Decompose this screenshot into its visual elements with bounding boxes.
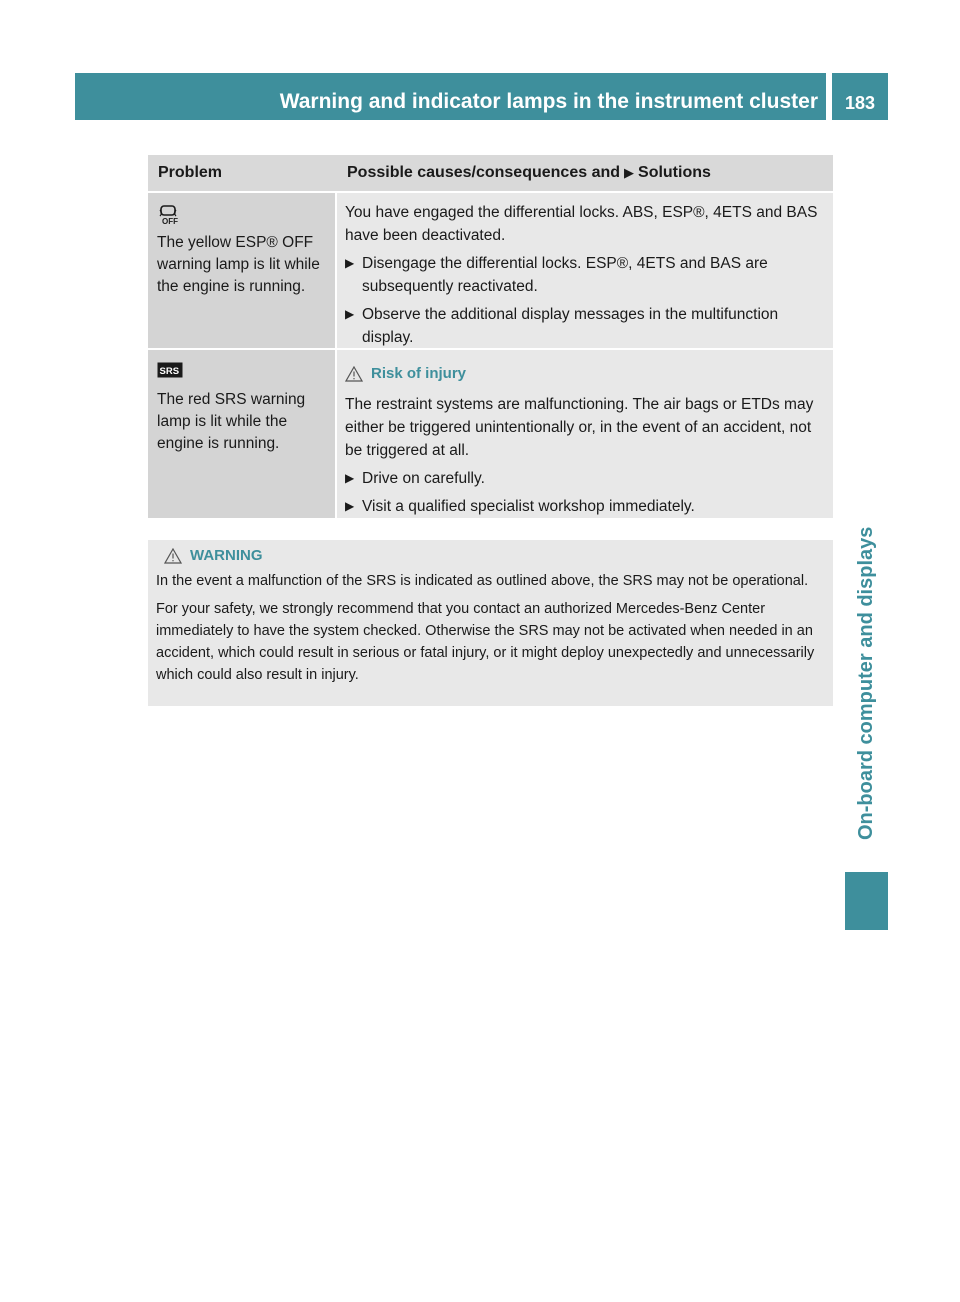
warning-triangle-icon	[164, 548, 182, 564]
svg-text:SRS: SRS	[159, 366, 180, 377]
risk-heading	[345, 362, 829, 385]
svg-text:OFF: OFF	[162, 217, 178, 225]
warning-paragraph: In the event a malfunction of the SRS is indicated as outlined above, the SRS may not be operational.	[156, 573, 809, 589]
risk-label: Risk of injury	[371, 365, 467, 382]
problem-cell	[148, 193, 335, 348]
section-side-tab	[845, 130, 888, 860]
step-arrow-icon: ▶	[345, 471, 355, 485]
table-row	[148, 193, 833, 348]
table-header-row	[148, 155, 833, 191]
page-number: 183	[844, 93, 876, 113]
column-header-causes-label: Possible causes/consequences and	[347, 164, 621, 181]
step-arrow-icon: ▶	[345, 499, 355, 513]
column-header-causes	[337, 155, 833, 191]
cause-text: You have engaged the differential locks. ABS, ESP®, 4ETS and BAS have been deactivated.	[345, 204, 818, 244]
side-tab-marker	[845, 872, 888, 930]
solution-step	[345, 467, 829, 490]
warning-paragraph: For your safety, we strongly recommend that you contact an authorized Mercedes-Benz Center immediately to have the system checked. Otherwise the SRS may not be activated when needed in an accident, which could result in serious or fatal injury, or it might deploy unexpectedly and unnecessarily which could also result in injury.	[156, 601, 815, 683]
step-arrow-icon: ▶	[345, 307, 355, 321]
warning-triangle-icon	[345, 366, 363, 382]
solution-step	[345, 252, 829, 298]
section-title: On-board computer and displays	[855, 526, 877, 840]
cause-text: The restraint systems are malfunctioning. The air bags or ETDs may either be triggered unintentionally or, in the event of an accident, not be triggered at all.	[345, 396, 814, 459]
step-text: Observe the additional display messages in the multifunction display.	[362, 306, 779, 346]
column-header-problem: Problem	[158, 164, 223, 181]
cause-cell	[337, 350, 833, 518]
step-text: Drive on carefully.	[362, 470, 485, 487]
problem-text: The yellow ESP® OFF warning lamp is lit while the engine is running.	[157, 234, 320, 295]
solution-step	[345, 495, 829, 518]
cause-cell	[337, 193, 833, 348]
warning-heading	[164, 545, 825, 567]
step-arrow-icon: ▶	[345, 256, 355, 270]
page-number-box	[832, 73, 888, 120]
step-text: Visit a qualified specialist workshop immediately.	[362, 498, 695, 515]
lamp-table	[148, 155, 833, 518]
arrow-icon: ▶	[624, 165, 635, 180]
solution-step	[345, 303, 829, 349]
table-row	[148, 350, 833, 518]
warning-label: WARNING	[190, 547, 263, 564]
header-bar	[75, 73, 826, 120]
step-text: Disengage the differential locks. ESP®, 4ETS and BAS are subsequently reactivated.	[362, 255, 768, 295]
esp-off-lamp-icon	[157, 205, 187, 223]
srs-lamp-icon	[157, 362, 187, 380]
column-header-solutions-label: Solutions	[638, 164, 711, 181]
problem-text: The red SRS warning lamp is lit while the engine is running.	[157, 391, 306, 452]
problem-cell	[148, 350, 335, 518]
warning-box	[148, 540, 833, 706]
page-title: Warning and indicator lamps in the instrument cluster	[279, 90, 818, 113]
